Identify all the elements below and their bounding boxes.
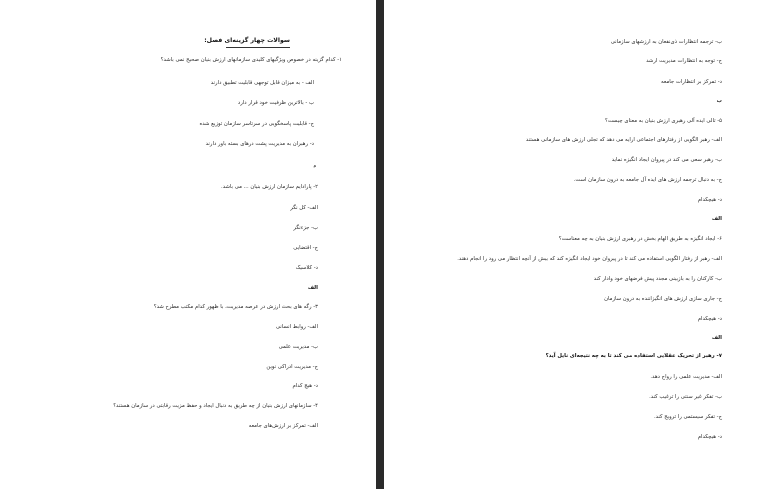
question-6-option-c: ج- جاری سازی ارزش های انگیزاننده به درون سازمان	[604, 296, 722, 302]
chapter-quiz-title: سوالات چهار گزینه‌ای فصل:	[204, 37, 290, 44]
question-5-option-b: ب- رهبر سعی می کند در پیروان ایجاد انگیزه نماید	[611, 157, 722, 163]
question-7-option-d: د- هیچکدام	[697, 434, 722, 440]
question-1-option-a: الف - به میزان قابل توجهی قابلیت تطبیق دارند	[210, 80, 314, 86]
question-1-option-b: ب - بالاترین ظرفیت خود قرار دارد	[237, 100, 314, 106]
question-2-option-d: د- کلاسیک	[295, 265, 318, 271]
question-5-option-a: الف- رهبر الگویی از رفتارهای اجتماعی ارایه می دهد که تجلی ارزش های سازمانی هستند	[525, 137, 722, 143]
question-6-option-b: ب- کارکنان را به بازبینی مجدد پیش فرضهای خود وادار کند	[593, 276, 722, 282]
question-7-option-b: ب- تفکر غیر سنتی را ترغیب کند.	[649, 394, 722, 400]
question-4-option-a: الف- تمرکز بر ارزش‌های جامعه	[248, 423, 318, 429]
question-1-option-c: ج- قابلیت پاسخگویی در سرتاسر سازمان توزیع شده	[199, 121, 314, 127]
question-6-option-d: د- هیچکدام	[697, 316, 722, 322]
question-1-answer: د	[313, 163, 316, 169]
question-5-answer: الف	[711, 216, 722, 222]
question-2-answer: الف	[307, 285, 318, 291]
title-underline	[226, 47, 290, 48]
question-4-answer: ب	[716, 98, 722, 104]
question-2: ۲- پارادایم سازمان ارزش بنیان ... می باشد.	[221, 184, 318, 190]
book-spine	[376, 0, 384, 489]
question-2-option-a: الف- کل نگر	[290, 205, 318, 211]
question-7-option-a: الف- مدیریت علمی را رواج دهد.	[650, 374, 722, 380]
question-2-option-c: ج- اقتضایی	[293, 245, 318, 251]
question-5-option-c: ج- به دنبال ترجمه ارزش های ایده آل جامعه به درون سازمان است.	[573, 177, 722, 183]
question-7-option-c: ج- تفکر سیستمی را ترویج کند.	[653, 414, 722, 420]
left-page	[0, 0, 376, 489]
question-1-option-d: د- رهبران به مدیریت پشت درهای بسته باور دارند	[205, 141, 314, 147]
question-3-option-d: د- هیچ کدام	[292, 383, 318, 389]
question-4: ۴- سازمانهای ارزش بنیان از چه طریق به دنبال ایجاد و حفظ مزیت رقابتی در سازمان هستند؟	[113, 403, 318, 409]
question-6-option-a: الف- رهبر از رفتار الگویی استفاده می کند تا در پیروان خود ایجاد انگیزه کند که بیش از آنچه انتظار می رود را انجام دهند.	[457, 256, 722, 262]
question-3: ۳- رگه های بحث ارزش در عرصه مدیریت، با ظهور کدام مکتب مطرح شد؟	[153, 304, 318, 310]
question-4-option-b: ب- ترجمه انتظارات ذی‌نفعان به ارزشهای سازمانی	[610, 39, 722, 45]
question-2-option-b: ب- جزءنگر	[293, 225, 318, 231]
question-5-option-d: د- هیچکدام	[697, 197, 722, 203]
question-3-option-a: الف- روابط انسانی	[275, 324, 318, 330]
question-6: ۶- ایجاد انگیزه به طریق الهام بخش در رهبری ارزش بنیان به چه معناست؟	[558, 236, 722, 242]
question-4-option-c: ج- توجه به انتظارات مدیریت ارشد	[646, 58, 722, 64]
question-6-answer: الف	[711, 335, 722, 341]
right-page	[384, 0, 768, 489]
question-5: ۵- تالی ایده آلی رهبری ارزش بنیان به معنای چیست؟	[605, 118, 722, 124]
question-3-option-c: ج- مدیریت ادراکی نوین	[266, 364, 318, 370]
question-4-option-d: د- تمرکز بر انتظارات جامعه	[661, 79, 722, 85]
question-3-option-b: ب- مدیریت علمی	[278, 344, 318, 350]
question-1: ۱- کدام گزینه در خصوص ویژگیهای کلیدی سازمانهای ارزش بنیان صحیح نمی باشد؟	[160, 57, 342, 63]
question-7: ۷- رهبر از تحریک عقلایی استفاده می کند تا به چه نتیجه‌ای نایل آید؟	[545, 353, 722, 359]
